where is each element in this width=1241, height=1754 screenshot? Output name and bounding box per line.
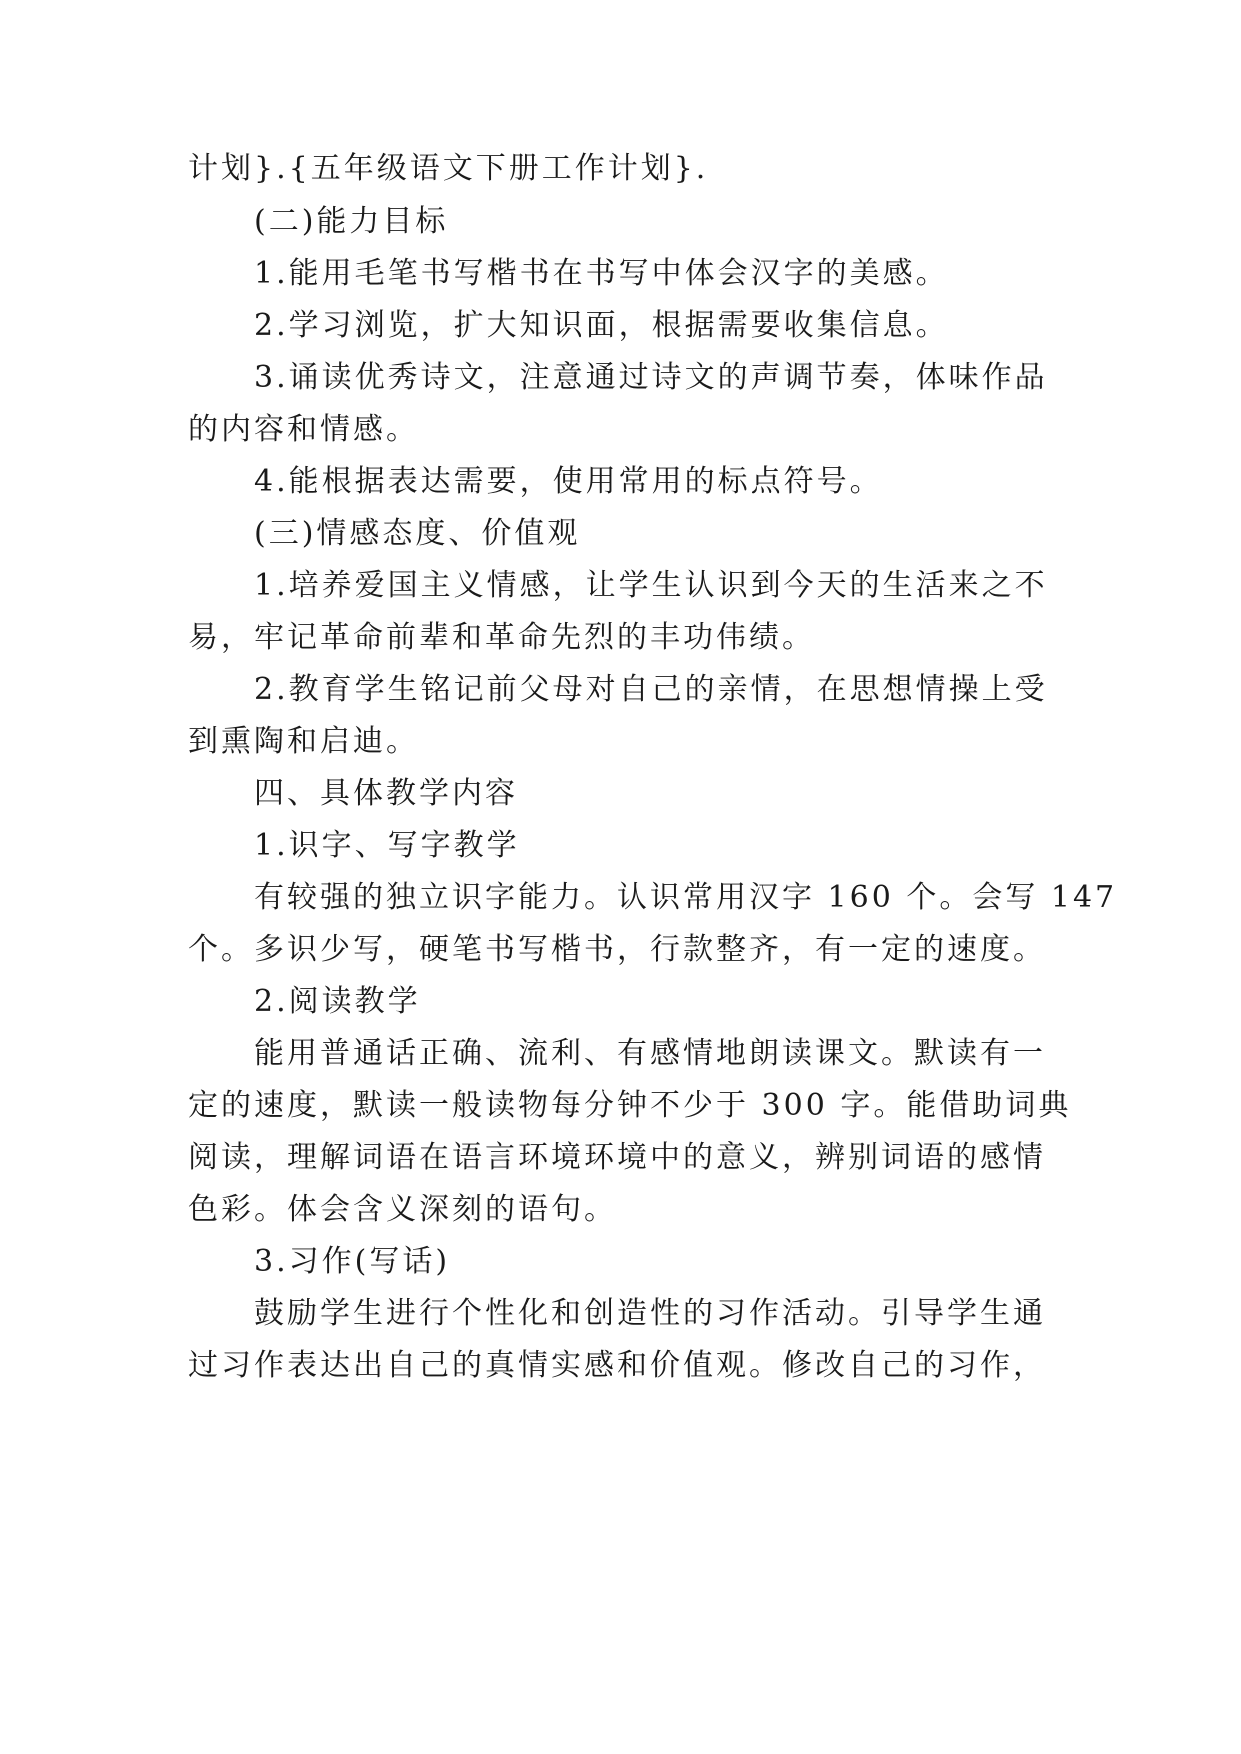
text-line: 4.能根据表达需要，使用常用的标点符号。 [254,464,883,499]
text-line: 过习作表达出自己的真情实感和价值观。修改自己的习作， [188,1348,1046,1383]
text-line: 3.诵读优秀诗文，注意通过诗文的声调节奏，体味作品 [254,360,1048,395]
text-line: 的内容和情感。 [188,412,419,447]
text-line: 1.能用毛笔书写楷书在书写中体会汉字的美感。 [254,256,949,291]
text-line: 计划}.{五年级语文下册工作计划}. [188,151,709,186]
text-line: 到熏陶和启迪。 [188,724,419,759]
section-heading: (二)能力目标 [254,204,449,239]
text-line: 色彩。体会含义深刻的语句。 [188,1192,617,1227]
text-line: 能用普通话正确、流利、有感情地朗读课文。默读有一 [254,1036,1046,1071]
text-line: 有较强的独立识字能力。认识常用汉字 160 个。会写 147 [254,880,1118,915]
text-line: 1.培养爱国主义情感，让学生认识到今天的生活来之不 [254,568,1048,603]
text-line: 定的速度，默读一般读物每分钟不少于 300 字。能借助词典 [188,1088,1072,1123]
section-heading: 四、具体教学内容 [254,776,518,811]
text-line: 2.学习浏览，扩大知识面，根据需要收集信息。 [254,308,949,343]
text-line: 鼓励学生进行个性化和创造性的习作活动。引导学生通 [254,1296,1046,1331]
subsection-heading: 1.识字、写字教学 [254,828,520,863]
text-line: 个。多识少写，硬笔书写楷书，行款整齐，有一定的速度。 [188,932,1046,967]
text-line: 2.教育学生铭记前父母对自己的亲情，在思想情操上受 [254,672,1048,707]
section-heading: (三)情感态度、价值观 [254,516,581,551]
text-line: 易，牢记革命前辈和革命先烈的丰功伟绩。 [188,620,815,655]
text-line: 阅读，理解词语在语言环境环境中的意义，辨别词语的感情 [188,1140,1046,1175]
subsection-heading: 3.习作(写话) [254,1244,451,1279]
subsection-heading: 2.阅读教学 [254,984,421,1019]
